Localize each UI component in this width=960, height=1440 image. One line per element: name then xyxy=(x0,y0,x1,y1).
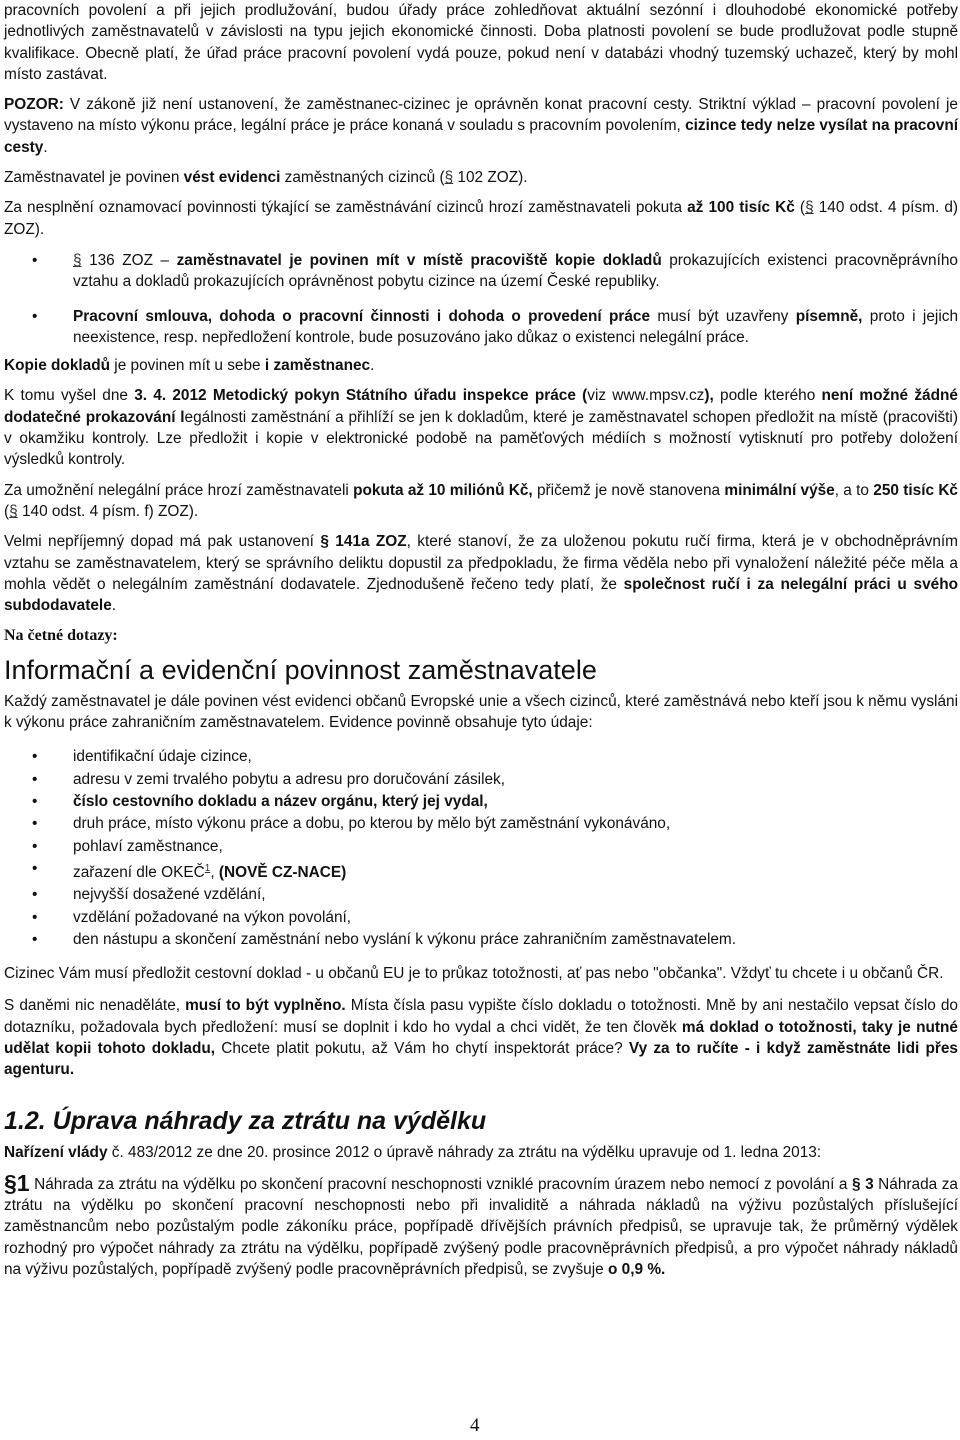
list-item: • identifikační údaje cizince, xyxy=(4,746,958,768)
paragraph-records-duty: Zaměstnavatel je povinen vést evidenci zaměstnaných cizinců (§ 102 ZOZ). xyxy=(4,169,528,187)
bullet-icon: • xyxy=(32,930,38,948)
document-page xyxy=(4,0,958,1280)
bullet-icon: • xyxy=(32,908,38,926)
list-item: • druh práce, místo výkonu práce a dobu, po kterou by mělo být zaměstnání vykonáváno, xyxy=(4,813,958,835)
warning-label: POZOR: xyxy=(4,96,64,114)
paragraph-must-be-filled: S daněmi nic nenaděláte, musí to být vyplněno. Místa čísla pasu vypište číslo dokladu o totožnosti. Mně by ani nestačilo vepsat číslo do dotazníku, požadovala bych předložení: musí se doplnit i kdo ho vydal a chci vidět, že ten člověk má doklad o totožnosti, taky je nutné udělat kopii tohoto dokladu, Chcete platit pokutu, až Vám ho chytí inspektorát práce? Vy za to ručíte - i když zaměstnáte lidi přes agenturu. xyxy=(4,997,958,1079)
list-item: • adresu v zemi trvalého pobytu a adresu pro doručování zásilek, xyxy=(4,769,958,791)
page-number: 4 xyxy=(470,1415,480,1436)
paragraph-travel-document: Cizinec Vám musí předložit cestovní doklad - u občanů EU je to průkaz totožnosti, ať pas nebo "občanka". Vždyť tu chcete i u občanů ČR. xyxy=(4,965,944,983)
paragraph-work-permits: pracovních povolení a při jejich prodlužování, budou úřady práce zohledňovat aktuální sezónní i dlouhodobé ekonomické potřeby jednotlivých zaměstnavatelů v závislosti na typu jejich ekonomické činnosti. Doba platnosti povolení se bude prodlužovat podle stupně kvalifikace. Obecně platí, že úřad práce pracovní povolení vydá pouze, pokud není v databázi vhodný tuzemský uchazeč, který by mohl místo zastávat. xyxy=(4,2,958,83)
list-item: • číslo cestovního dokladu a název orgánu, který jej vydal, xyxy=(4,791,958,813)
bullet-icon: • xyxy=(32,792,38,810)
paragraph-notification-fine: Za nesplnění oznamovací povinnosti týkající se zaměstnávání cizinců hrozí zaměstnavateli pokuta až 100 tisíc Kč (§ 140 odst. 4 písm. d) ZOZ). xyxy=(4,199,959,238)
paragraph-government-regulation: Nařízení vlády č. 483/2012 ze dne 20. prosince 2012 o úpravě náhrady za ztrátu na výdělku upravuje od 1. ledna 2013: xyxy=(4,1143,822,1161)
bullet-icon: • xyxy=(32,815,38,833)
list-item: • vzdělání požadované na výkon povolání, xyxy=(4,907,958,929)
list-item: • Pracovní smlouva, dohoda o pracovní činnosti i dohoda o provedení práce musí být uzavřeny písemně, proto i jejich neexistence, resp. nepředložení kontrole, bude posuzováno jako důkaz o existenci nelegální práce. xyxy=(32,307,959,346)
footnote-ref[interactable]: 1 xyxy=(204,862,211,874)
bullet-list-documents xyxy=(4,250,958,348)
paragraph-compensation: §1 Náhrada za ztrátu na výdělku po skončení pracovní neschopnosti vzniklé pracovním úrazem nebo nemocí z povolání a § 3 Náhrada za ztrátu na výdělku po skončení pracovní neschopnosti nebo při invaliditě a náhrada nákladů na výživu pozůstalých příslušející zaměstnancům nebo pozůstalým podle zákoníku práce, popřípadě dřívějších právních předpisů, se upravuje tak, že průměrný výdělek rozhodný pro výpočet náhrady za ztrátu na výdělku, popřípadě zvýšený podle pracovněprávních předpisů, a pro výpočet náhrady nákladů na výživu pozůstalých, popřípadě zvýšený podle pracovněprávních předpisů, se zvyšuje o 0,9 %. xyxy=(4,1169,958,1279)
list-item: • den nástupu a skončení zaměstnání nebo vyslání k výkonu práce zahraničním zaměstnavatelem. xyxy=(4,929,958,951)
paragraph-liability-141a: Velmi nepříjemný dopad má pak ustanovení § 141a ZOZ, které stanoví, že za uloženou pokutu ručí firma, která je v obchodněprávním vztahu se zaměstnavatelem, který se správního deliktu dopustil za předpokladu, že firma věděla nebo při vynaložení náležité péče měla a mohla vědět o nelegálním zaměstnání dodavatele. Zjednodušeně řečeno tedy platí, že společnost ručí i za nelegální práci u svého subdodavatele. xyxy=(4,533,958,615)
paragraph-illegal-work-fine: Za umožnění nelegální práce hrozí zaměstnavateli pokuta až 10 miliónů Kč, přičemž je nově stanovena minimální výše, a to 250 tisíc Kč (§ 140 odst. 4 písm. f) ZOZ). xyxy=(4,481,958,520)
bullet-icon: • xyxy=(32,748,38,766)
bullet-icon: • xyxy=(32,886,38,904)
paragraph-warning-business-trips: POZOR: V zákoně již není ustanovení, že zaměstnanec-cizinec je oprávněn konat pracovní cesty. Striktní výklad – pracovní povolení je vystaveno na místo výkonu práce, legální práce je práce konaná v souladu s pracovním povolením, cizince tedy nelze vysílat na pracovní cesty. xyxy=(4,96,958,156)
faq-label: Na četné dotazy: xyxy=(4,627,118,645)
bullet-icon: • xyxy=(32,251,38,269)
list-item: • pohlaví zaměstnance, xyxy=(4,836,958,858)
bullet-icon: • xyxy=(32,770,38,788)
list-item: • nejvyšší dosažené vzdělání, xyxy=(4,884,958,906)
bullet-icon: • xyxy=(32,837,38,855)
subsection-heading: 1.2. Úprava náhrady za ztrátu na výdělku xyxy=(4,1106,487,1135)
bullet-icon: • xyxy=(32,307,38,325)
list-item: • § 136 ZOZ – zaměstnavatel je povinen mít v místě pracoviště kopie dokladů prokazujících existenci pracovněprávního vztahu a dokladů prokazujících oprávněnost pobytu cizince na území České republiky. xyxy=(32,251,958,291)
section-heading: Informační a evidenční povinnost zaměstnavatele xyxy=(4,654,597,685)
paragraph-employee-copies: Kopie dokladů je povinen mít u sebe i zaměstnanec. xyxy=(4,357,375,375)
bullet-list-records xyxy=(4,746,958,951)
list-item: • zařazení dle OKEČ$^1$, (NOVĚ CZ-NACE) xyxy=(32,859,347,881)
paragraph-records-content: Každý zaměstnavatel je dále povinen vést evidenci občanů Evropské unie a všech cizinců, které zaměstnává nebo kteří jsou k němu vysláni k výkonu práce zahraničním zaměstnavatelem. Evidence povinně obsahuje tyto údaje: xyxy=(4,692,958,732)
paragraph-methodical-guideline: K tomu vyšel dne 3. 4. 2012 Metodický pokyn Státního úřadu inspekce práce (viz www.mpsv.cz), podle kterého není možné žádné dodatečné prokazování legálnosti zaměstnání a přihlíží se jen k dokladům, které je zaměstnavatel schopen předložit na místě (pracovišti) v okamžiku kontroly. Lze předložit i kopie v elektronické podobě na paměťových médiích s možností vytisknutí pro potřeby doložení výsledků kontroly. xyxy=(4,387,958,469)
bullet-icon: • xyxy=(32,859,38,877)
